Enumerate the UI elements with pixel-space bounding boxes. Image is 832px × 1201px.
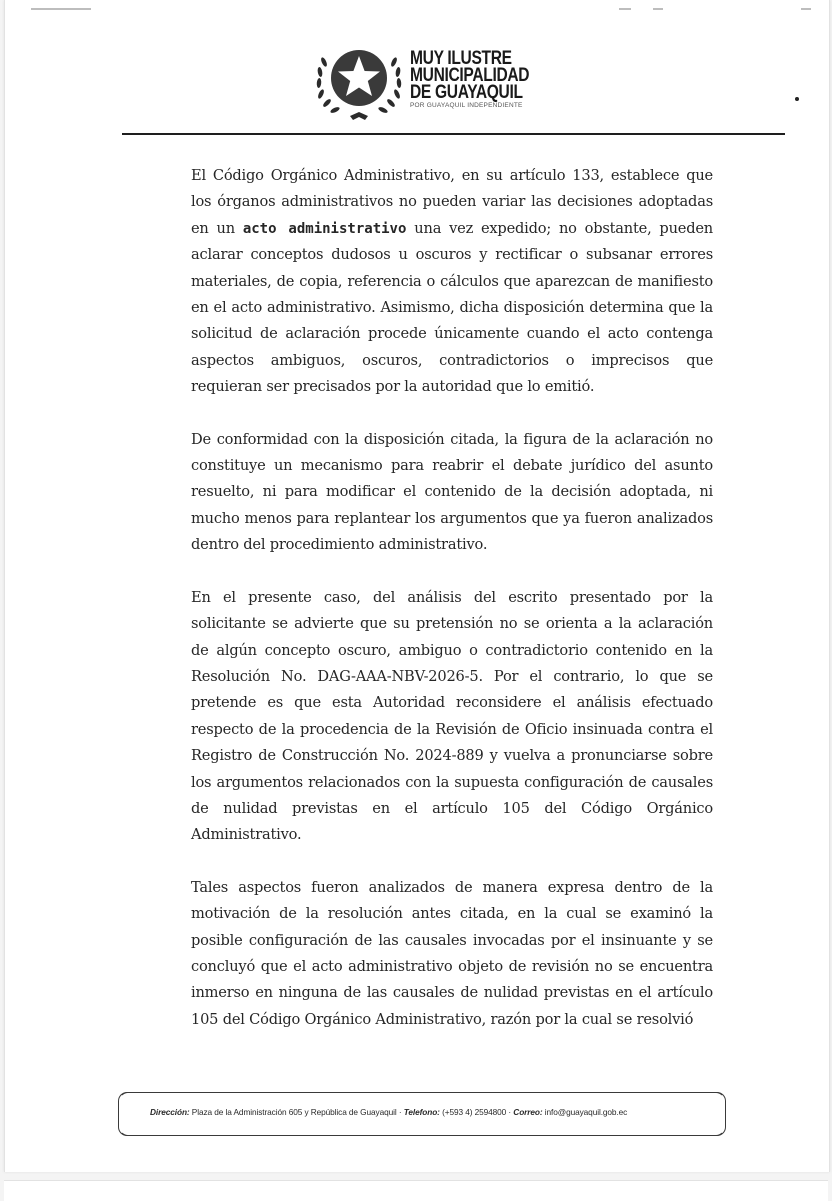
scan-mark <box>653 8 663 10</box>
footer-separator: · <box>508 1107 514 1117</box>
brand-wordmark <box>410 50 570 109</box>
phone-value: (+593 4) 2594800 <box>442 1107 507 1117</box>
paragraph-1-text-b: una vez expedido; no obstante, pueden aclarar conceptos dudosos u oscuros y rectificar o subsanar errores materiales, de copia, referencia o cálculos que aparezcan de manifiesto en el acto administrativo. Asimismo, dicha disposición determina que la solicitud de aclaración procede únicamente cuando el acto contenga aspectos ambiguos, oscuros, contradictorios o imprecisos que requieran ser precisados por la autoridad que lo emitió. <box>191 219 713 396</box>
header-divider <box>122 133 785 135</box>
contact-footer <box>119 1092 725 1136</box>
email-value: info@guayaquil.gob.ec <box>544 1107 628 1117</box>
email-label: Correo: <box>513 1107 543 1117</box>
scan-mark <box>801 8 811 10</box>
document-body <box>191 163 713 1059</box>
brand-line-1: MUY ILUSTRE <box>410 48 512 69</box>
paragraph-2: De conformidad con la disposición citada, la figura de la aclaración no constituye un mecanismo para reabrir el debate jurídico del asunto resuelto, ni para modificar el contenido de la decisión adoptada, ni mucho menos para replantear los argumentos que ya fueron analizados dentro del procedimiento administrativo. <box>191 430 713 554</box>
brand-tagline: POR GUAYAQUIL INDEPENDIENTE <box>410 102 523 109</box>
brand-line-2: MUNICIPALIDAD <box>410 65 530 86</box>
municipal-seal-logo <box>310 40 408 126</box>
scan-mark <box>31 8 91 10</box>
document-page <box>4 0 830 1172</box>
paragraph-1 <box>191 163 713 401</box>
next-page-edge <box>4 1180 828 1201</box>
scan-speck <box>795 97 799 101</box>
brand-line-3: DE GUAYAQUIL <box>410 82 523 103</box>
footer-separator: · <box>398 1107 404 1117</box>
scan-mark <box>619 8 631 10</box>
address-label: Dirección: <box>150 1107 190 1117</box>
address-value: Plaza de la Administración 605 y República de Guayaquil <box>191 1107 397 1117</box>
phone-label: Telefono: <box>403 1107 440 1117</box>
footer-contact-line <box>150 1107 710 1117</box>
paragraph-4: Tales aspectos fueron analizados de manera expresa dentro de la motivación de la resolución antes citada, en la cual se examinó la posible configuración de las causales invocadas por el insinuante y se concluyó que el acto administrativo objeto de revisión no se encuentra inmerso en ninguna de las causales de nulidad previstas en el artículo 105 del Código Orgánico Administrativo, razón por la cual se resolvió <box>191 878 713 1028</box>
paragraph-1-emphasis: acto administrativo <box>242 220 407 237</box>
paragraph-1-text-a: El Código Orgánico Administrativo, en su artículo 133, establece que los órganos administrativos no pueden variar las decisiones adoptadas en un <box>191 167 713 237</box>
municipality-header <box>310 40 560 126</box>
paragraph-3: En el presente caso, del análisis del escrito presentado por la solicitante se advierte que su pretensión no se orienta a la aclaración de algún concepto oscuro, ambiguo o contradictorio contenido en la Resolución No. DAG-AAA-NBV-2026-5. Por el contrario, lo que se pretende es que esta Autoridad reconsidere el análisis efectuado respecto de la procedencia de la Revisión de Oficio insinuada contra el Registro de Construcción No. 2024-889 y vuelva a pronunciarse sobre los argumentos relacionados con la supuesta configuración de causales de nulidad previstas en el artículo 105 del Código Orgánico Administrativo. <box>191 588 713 844</box>
scan-edge-marks <box>5 8 829 16</box>
